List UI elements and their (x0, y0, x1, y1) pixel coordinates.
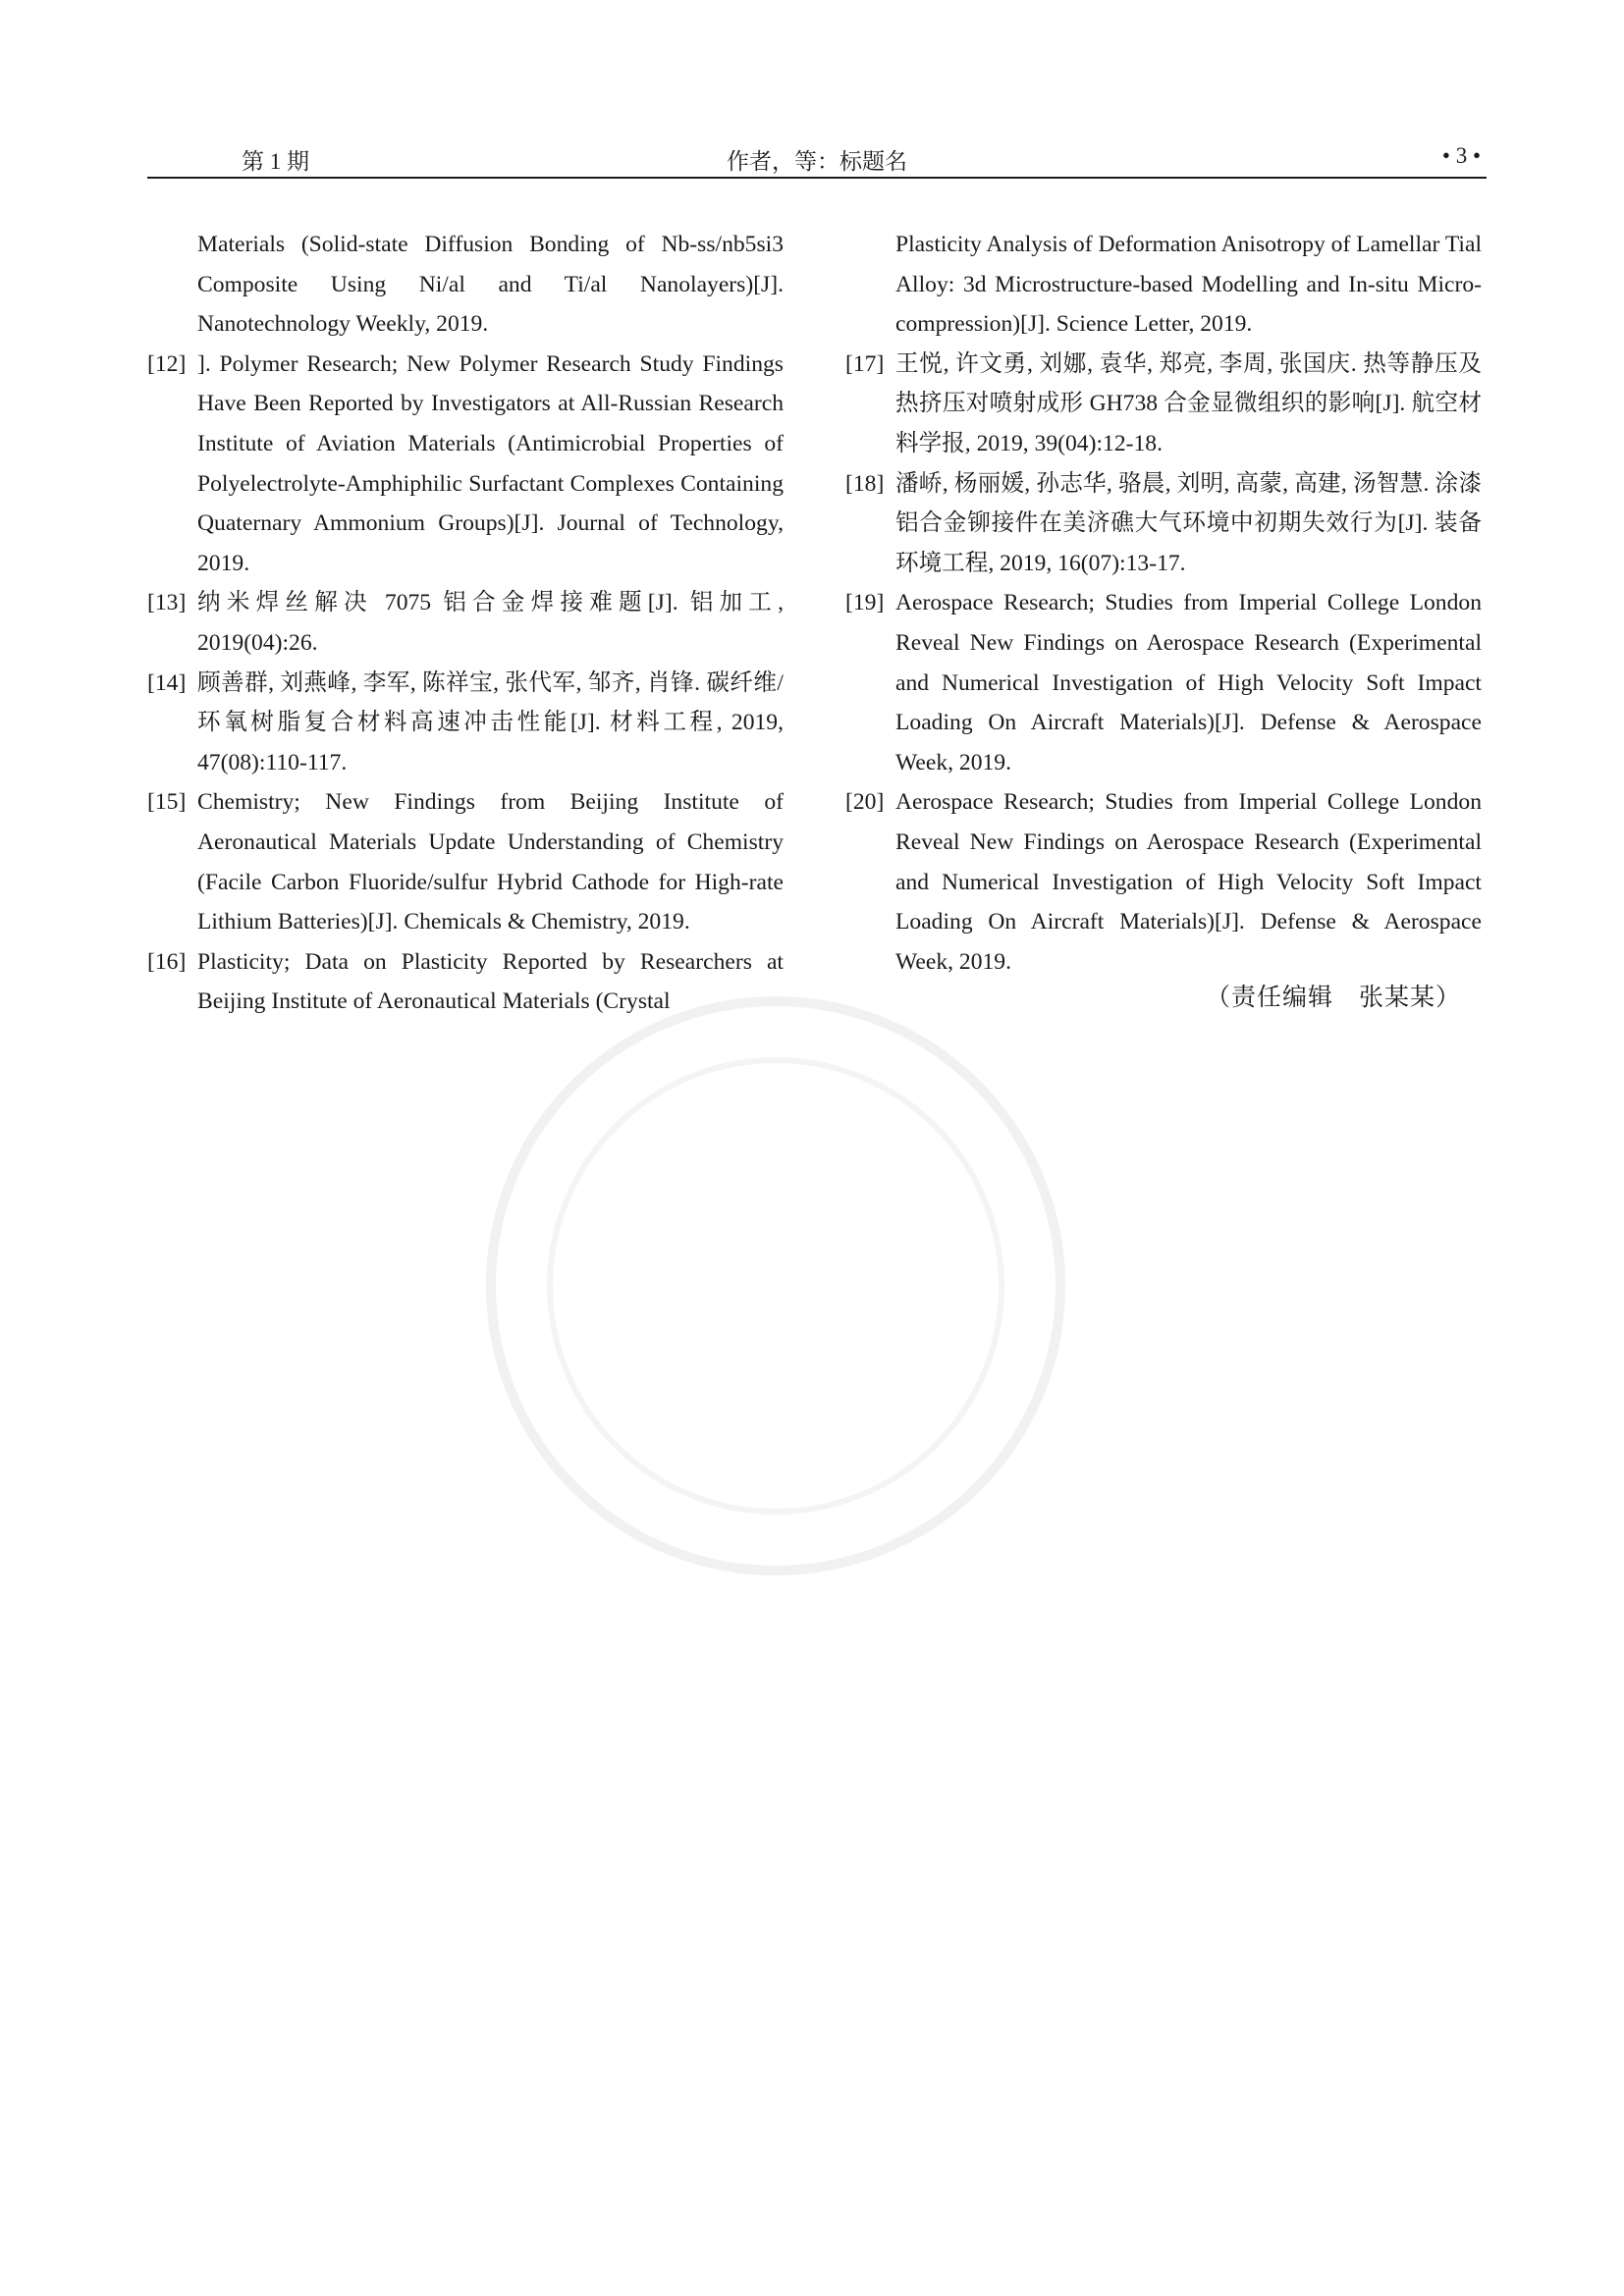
reference-18 (845, 464, 1482, 584)
reference-19 (845, 583, 1482, 782)
reference-text: Materials (Solid-state Diffusion Bonding of Nb-ss/nb5si3 Composite Using Ni/al and Ti/al Nanolayers)[J]. Nanotechnology Weekly, 2019. (197, 232, 784, 338)
reference-15 (147, 782, 784, 941)
running-header (147, 143, 1487, 179)
reference-number: [19] (845, 590, 885, 616)
page-number: • 3 • (1441, 143, 1481, 168)
reference-number: [18] (845, 470, 885, 497)
reference-number: [16] (147, 948, 187, 975)
reference-text: 顾善群, 刘燕峰, 李军, 陈祥宝, 张代军, 邹齐, 肖锋. 碳纤维/环氧树脂复合材料高速冲击性能[J]. 材料工程, 2019, 47(08):110-117. (197, 669, 784, 775)
reference-text: Plasticity Analysis of Deformation Anisotropy of Lamellar Tial Alloy: 3d Microstructure-based Modelling and In-situ Micro-compression)[J]. Science Letter, 2019. (895, 232, 1482, 338)
reference-17 (845, 345, 1482, 464)
issue-label: 第 1 期 (242, 149, 309, 174)
reference-number: [13] (147, 590, 187, 616)
reference-14 (147, 664, 784, 783)
reference-13 (147, 583, 784, 663)
reference-text: Chemistry; New Findings from Beijing Institute of Aeronautical Materials Update Understanding of Chemistry (Facile Carbon Fluoride/sulfur Hybrid Cathode for High-rate Lithium Batteries)[J]. Chemicals & Chemistry, 2019. (197, 789, 784, 935)
reference-text: Aerospace Research; Studies from Imperial College London Reveal New Findings on Aerospace Research (Experimental and Numerical Investigation of High Velocity Soft Impact Loading On Aircraft Materials)[J]. Defense & Aerospace Week, 2019. (895, 789, 1482, 975)
editor-note: （责任编辑 张某某） (1206, 985, 1462, 1011)
reference-text: Aerospace Research; Studies from Imperial College London Reveal New Findings on Aerospace Research (Experimental and Numerical Investigation of High Velocity Soft Impact Loading On Aircraft Materials)[J]. Defense & Aerospace Week, 2019. (895, 590, 1482, 775)
reference-number: [14] (147, 669, 187, 696)
reference-text: 潘峤, 杨丽媛, 孙志华, 骆晨, 刘明, 高蒙, 高建, 汤智慧. 涂漆铝合金铆接件在美济礁大气环境中初期失效行为[J]. 装备环境工程, 2019, 16(07):13-17. (895, 470, 1482, 576)
running-title: 作者，等：标题名 (727, 149, 907, 174)
reference-number: [12] (147, 350, 187, 377)
right-column (845, 225, 1482, 982)
reference-number: [17] (845, 350, 885, 377)
reference-text: Plasticity; Data on Plasticity Reported by Researchers at Beijing Institute of Aeronautical Materials (Crystal (197, 948, 784, 1015)
reference-text: 王悦, 许文勇, 刘娜, 袁华, 郑亮, 李周, 张国庆. 热等静压及热挤压对喷射成形 GH738 合金显微组织的影响[J]. 航空材料学报, 2019, 39(04):12-18. (895, 350, 1482, 456)
reference-continuation (845, 225, 1482, 345)
reference-text: 纳米焊丝解决 7075 铝合金焊接难题[J]. 铝加工, 2019(04):26. (197, 590, 784, 656)
reference-20 (845, 782, 1482, 982)
reference-number: [20] (845, 789, 885, 816)
reference-continuation (147, 225, 784, 345)
reference-text: ]. Polymer Research; New Polymer Research Study Findings Have Been Reported by Investigators at All-Russian Research Institute of Aviation Materials (Antimicrobial Properties of Polyelectrolyte-Amphiphilic Surfactant Complexes Containing Quaternary Ammonium Groups)[J]. Journal of Technology, 2019. (197, 350, 784, 576)
reference-number: [15] (147, 789, 187, 816)
reference-12 (147, 345, 784, 584)
watermark-mark (471, 982, 1080, 1590)
left-column (147, 225, 784, 1022)
